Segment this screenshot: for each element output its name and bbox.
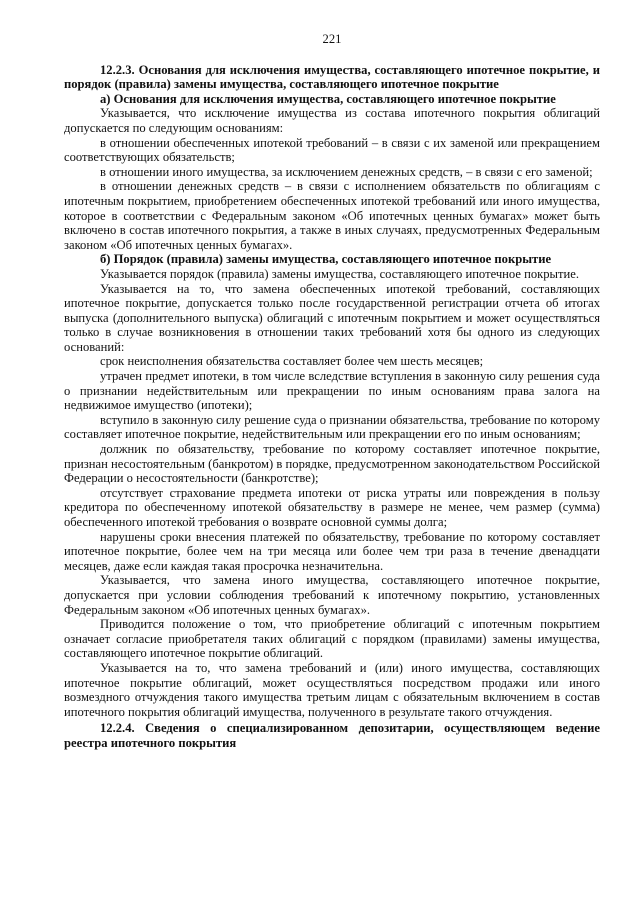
paragraph-b-5: вступило в законную силу решение суда о признании обязательства, требование по которому составляет ипотечное покрытие, недействительным или прекращении его по иным основаниям; [64,412,600,442]
paragraph-a-3: в отношении иного имущества, за исключением денежных средств, – в связи с его заменой; [100,164,593,179]
paragraph-b-6: должник по обязательству, требование по которому составляет ипотечное покрытие, признан несостоятельным (банкротом) в порядке, предусмотренном законодательством Российской Федерации о несостоятельности (банкротстве); [64,442,600,486]
paragraph-a-4: в отношении денежных средств – в связи с исполнением обязательств по облигациям с ипотечным покрытием, приобретением обеспеченных ипотекой требований или иного имущества, которое в соответствии с Федеральным законом «Об ипотечных ценных бумагах» может быть включено в состав ипотечного покрытия, а также в иных случаях, предусмотренных Федеральным законом «Об ипотечных ценных бумагах». [64,179,600,252]
subheading-a: а) Основания для исключения имущества, составляющего ипотечное покрытие [100,91,556,106]
paragraph-b-8: нарушены сроки внесения платежей по обязательству, требование по которому составляет ипотечное покрытие, более чем на три месяца или более чем три раза в течение двенадцати месяцев, даже если каждая такая просрочка незначительна. [64,529,600,573]
paragraph-b-9: Указывается, что замена иного имущества, составляющего ипотечное покрытие, допускается при условии соблюдения требований к ипотечному покрытию, установленных Федеральным законом «Об ипотечных ценных бумагах». [64,573,600,617]
paragraph-b-4: утрачен предмет ипотеки, в том числе вследствие вступления в законную силу решения суда о признании недействительным или прекращении по иным основаниям права залога на недвижимое имущество (ипотеки); [64,369,600,413]
paragraph-b-11: Указывается на то, что замена требований и (или) иного имущества, составляющих ипотечное покрытие облигаций, может осуществляться посредством продажи или иного возмездного отчуждения такого имущества третьим лицам с обязательным включением в состав ипотечного покрытия облигаций имущества, полученного в результате такого отчуждения. [64,660,600,719]
paragraph-b-1: Указывается порядок (правила) замены имущества, составляющего ипотечное покрытие. [100,266,580,281]
section-heading-12-2-4: 12.2.4. Сведения о специализированном депозитарии, осуществляющем ведение реестра ипотечного покрытия [64,721,600,750]
paragraph-a-2: в отношении обеспеченных ипотекой требований – в связи с их заменой или прекращением соответствующих обязательств; [64,135,600,165]
subheading-b: б) Порядок (правила) замены имущества, составляющего ипотечное покрытие [100,252,552,267]
page-number: 221 [322,32,342,46]
paragraph-a-1: Указывается, что исключение имущества из состава ипотечного покрытия облигаций допускается по следующим основаниям: [64,106,600,135]
paragraph-b-3: срок неисполнения обязательства составляет более чем шесть месяцев; [100,354,484,369]
section-heading-12-2-3: 12.2.3. Основания для исключения имущества, составляющего ипотечное покрытие, и порядок (правила) замены имущества, составляющего ипотечное покрытие [64,62,600,92]
paragraph-b-7: отсутствует страхование предмета ипотеки от риска утраты или повреждения в пользу кредитора по обеспеченному ипотекой обязательству в размере не менее, чем размер (сумма) обеспеченного ипотекой требования о возврате основной суммы долга; [64,485,600,529]
paragraph-b-10: Приводится положение о том, что приобретение облигаций с ипотечным покрытием означает согласие приобретателя таких облигаций с порядком (правилами) замены имущества, составляющего ипотечное покрытие облигаций. [64,617,600,661]
paragraph-b-2: Указывается на то, что замена обеспеченных ипотекой требований, составляющих ипотечное покрытие, допускается только после государственной регистрации отчета об итогах выпуска (дополнительного выпуска) облигаций с ипотечным покрытием и может осуществляться только в случае возникновения в отношении таких требований хотя бы одного из следующих оснований: [64,281,600,354]
